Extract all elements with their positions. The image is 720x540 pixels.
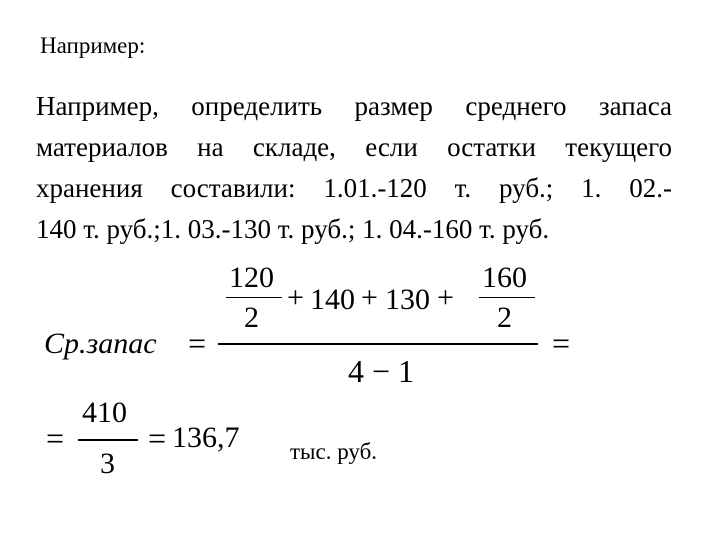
formula-equals-end: = [552,325,571,361]
heading: Например: [40,33,146,58]
main-denominator: 4 − 1 [348,353,415,389]
paragraph-line: хранения составили: 1.01.-120 т. руб.; 1. 02.- [36,173,672,203]
plus-sign: + [437,281,454,314]
result-denominator: 3 [100,447,115,480]
fraction2-denominator: 2 [497,301,512,334]
term-140: 140 [310,283,355,316]
formula-equals: = [188,325,207,361]
unit-label: тыс. руб. [290,439,378,464]
result-fraction-bar [78,439,138,441]
paragraph-line: материалов на складе, если остатки текущего [36,132,672,162]
formula-equals: = [148,420,167,456]
fraction1-numerator: 120 [229,261,274,294]
plus-sign: + [287,281,304,314]
result-numerator: 410 [82,396,127,429]
paragraph-line: 140 т. руб.;1. 03.-130 т. руб.; 1. 04.-160 т. руб. [36,214,550,244]
fraction2-numerator: 160 [482,261,527,294]
formula-lhs: Ср.запас [44,327,157,360]
term-130: 130 [385,283,430,316]
result-value: 136,7 [172,421,240,454]
fraction1-denominator: 2 [244,301,259,334]
plus-sign: + [361,281,378,314]
formula-equals: = [46,420,65,456]
paragraph-line: Например, определить размер среднего запаса [36,91,672,121]
